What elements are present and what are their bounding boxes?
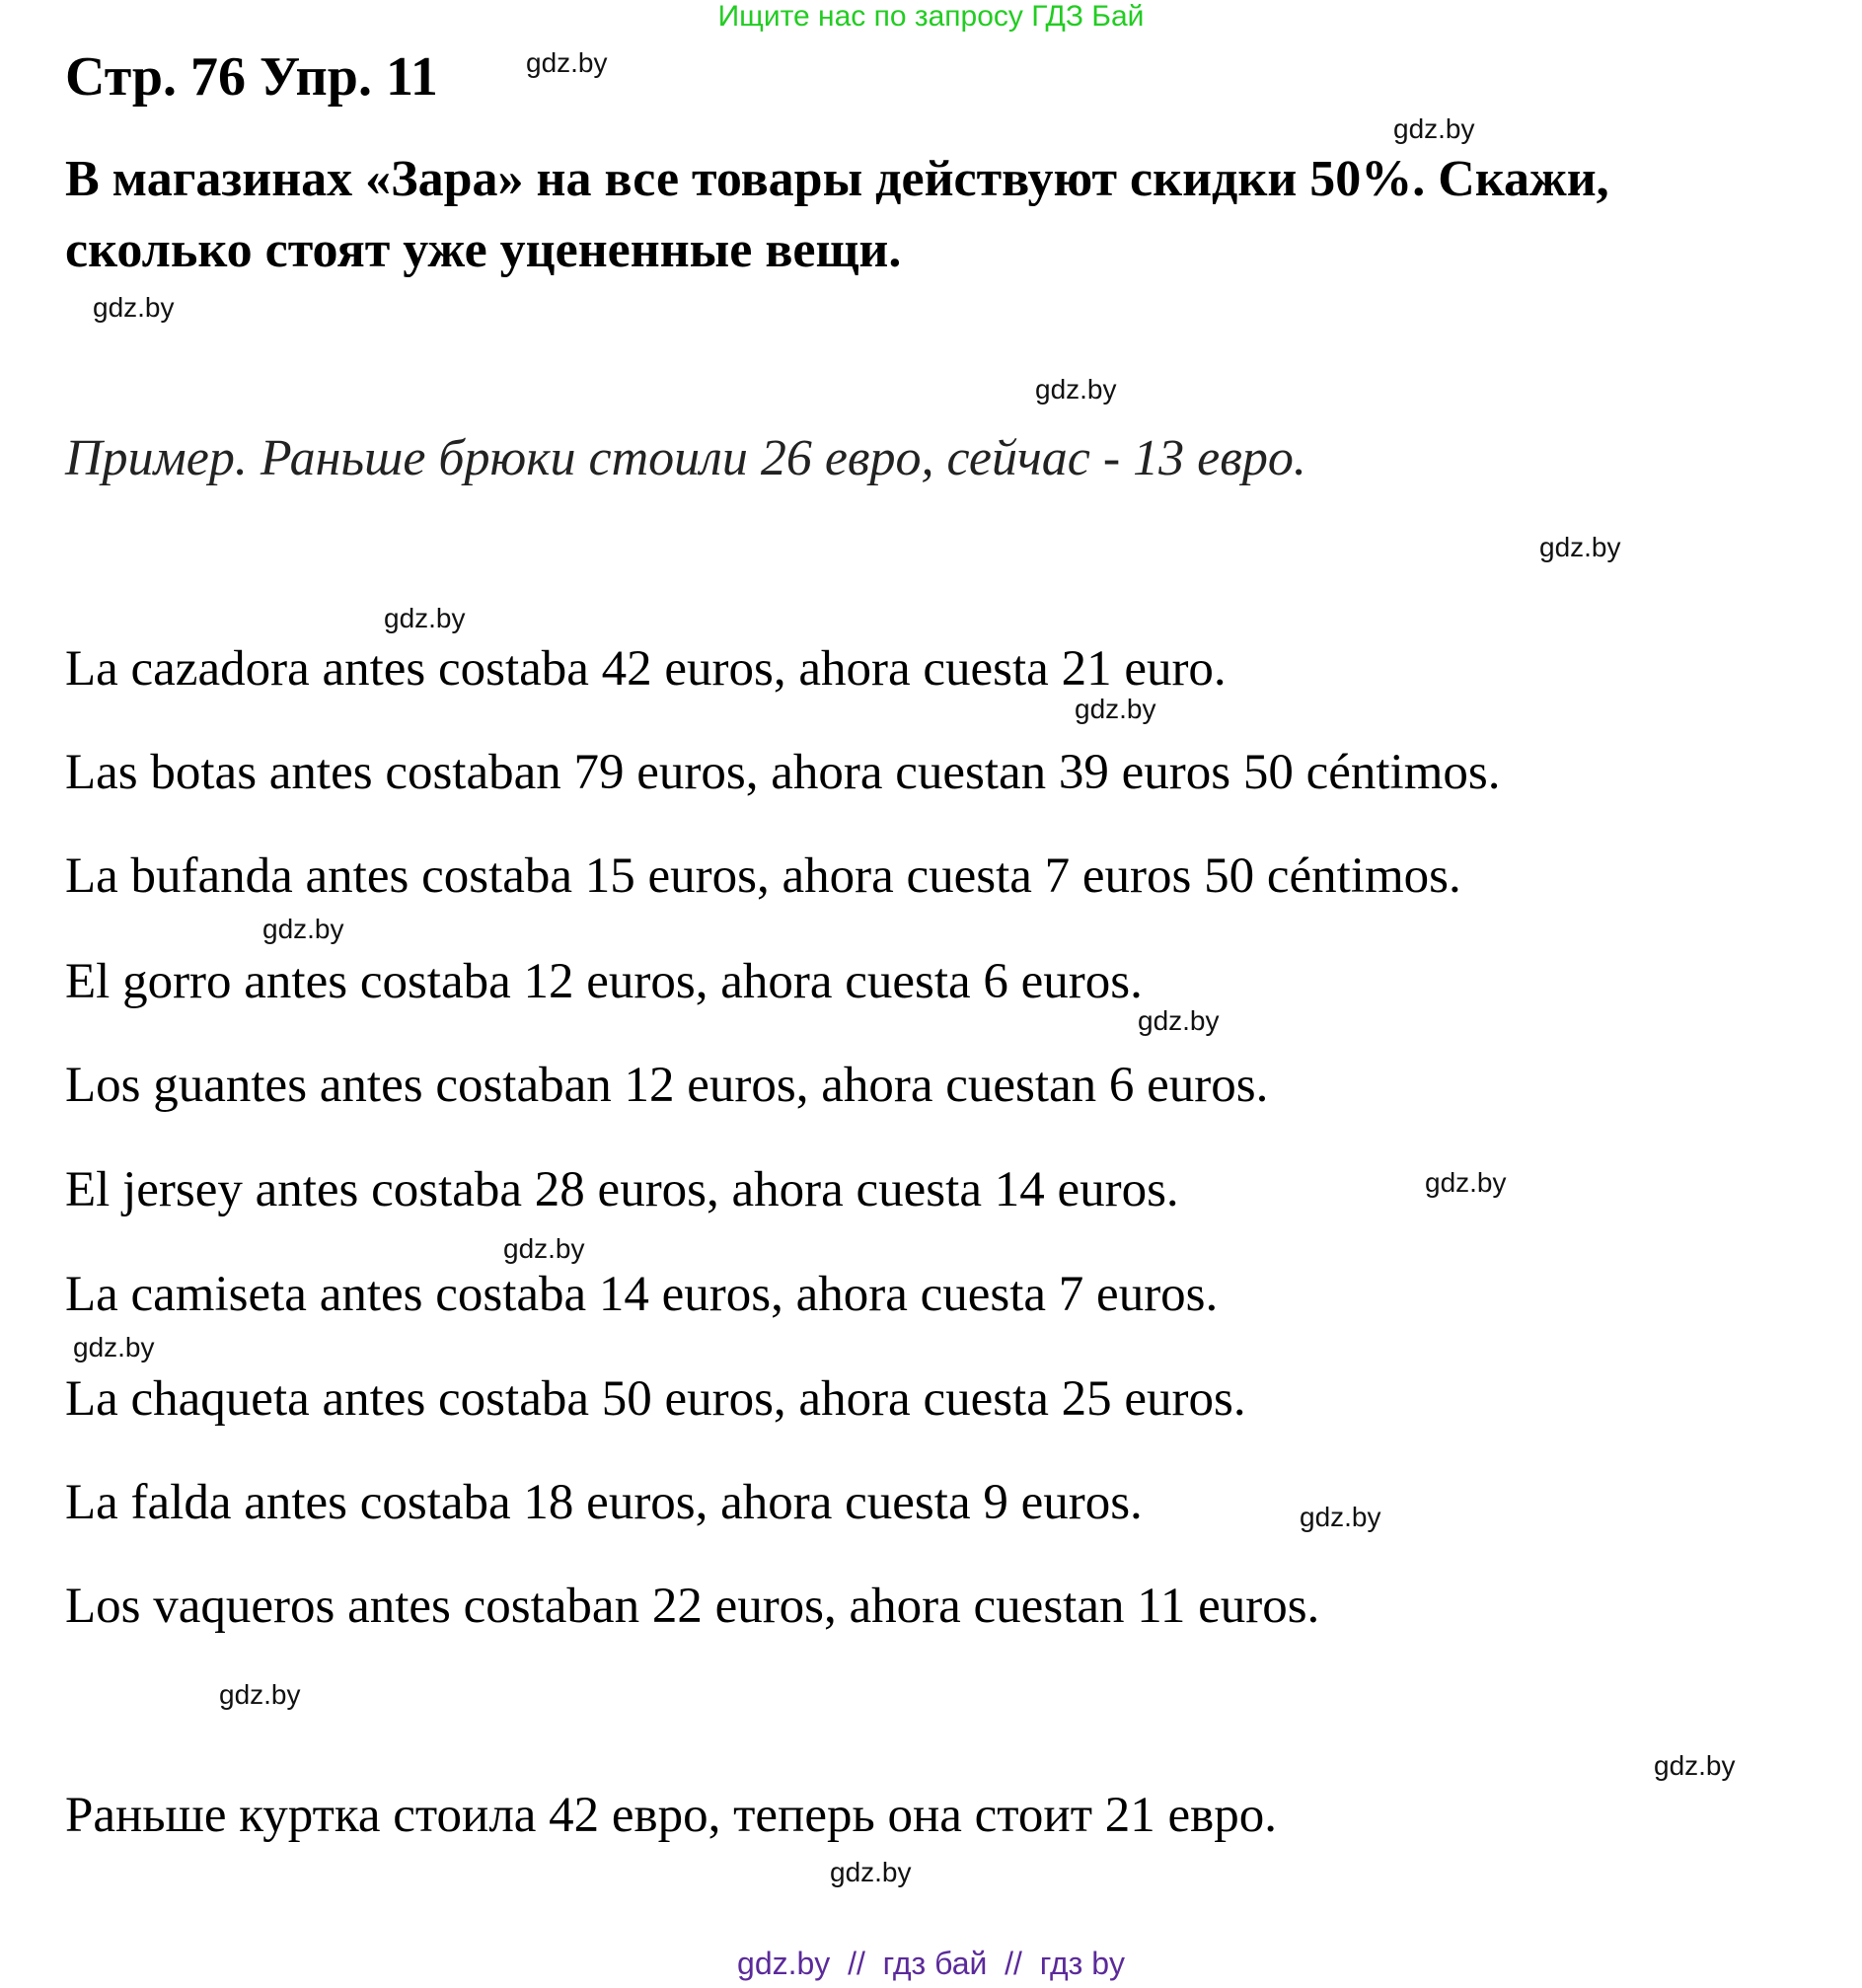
watermark: gdz.by [262, 914, 344, 944]
watermark: gdz.by [1075, 694, 1156, 724]
answer-line: La cazadora antes costaba 42 euros, ahora cuesta 21 euro. [65, 641, 1227, 697]
task-text-line-1: В магазинах «Зара» на все товары действуют скидки 50%. Скажи, [65, 151, 1609, 207]
answer-line: La bufanda antes costaba 15 euros, ahora cuesta 7 euros 50 céntimos. [65, 848, 1461, 904]
watermark: gdz.by [1539, 532, 1621, 562]
watermark: gdz.by [384, 603, 466, 633]
answer-line: El gorro antes costaba 12 euros, ahora cuesta 6 euros. [65, 954, 1143, 1009]
watermark: gdz.by [219, 1679, 301, 1710]
watermark: gdz.by [93, 292, 175, 323]
watermark: gdz.by [830, 1857, 912, 1887]
answer-line: La falda antes costaba 18 euros, ahora cuesta 9 euros. [65, 1475, 1143, 1530]
watermark: gdz.by [1393, 113, 1475, 144]
watermark: gdz.by [1300, 1502, 1381, 1532]
answer-line: Los vaqueros antes costaban 22 euros, ahora cuestan 11 euros. [65, 1579, 1320, 1634]
top-banner: Ищите нас по запросу ГДЗ Бай [717, 0, 1145, 33]
watermark: gdz.by [1035, 374, 1117, 405]
answer-line: El jersey antes costaba 28 euros, ahora cuesta 14 euros. [65, 1162, 1179, 1217]
watermark: gdz.by [1654, 1750, 1736, 1781]
footer-links: gdz.by // гдз бай // гдз by [737, 1946, 1125, 1981]
watermark: gdz.by [526, 47, 608, 78]
translation-line: Раньше куртка стоила 42 евро, теперь она стоит 21 евро. [65, 1788, 1277, 1843]
example-text: Пример. Раньше брюки стоили 26 евро, сейчас - 13 евро. [65, 430, 1306, 486]
answer-line: La chaqueta antes costaba 50 euros, ahora cuesta 25 euros. [65, 1371, 1246, 1427]
watermark: gdz.by [503, 1233, 585, 1264]
answer-line: Las botas antes costaban 79 euros, ahora cuestan 39 euros 50 céntimos. [65, 745, 1501, 800]
watermark: gdz.by [1425, 1167, 1507, 1198]
page-title: Стр. 76 Упр. 11 [65, 46, 438, 108]
watermark: gdz.by [73, 1332, 155, 1362]
watermark: gdz.by [1138, 1005, 1220, 1036]
answer-line: La camiseta antes costaba 14 euros, ahora cuesta 7 euros. [65, 1267, 1219, 1322]
task-text-line-2: сколько стоят уже уцененные вещи. [65, 222, 902, 278]
answer-line: Los guantes antes costaban 12 euros, ahora cuestan 6 euros. [65, 1058, 1269, 1113]
